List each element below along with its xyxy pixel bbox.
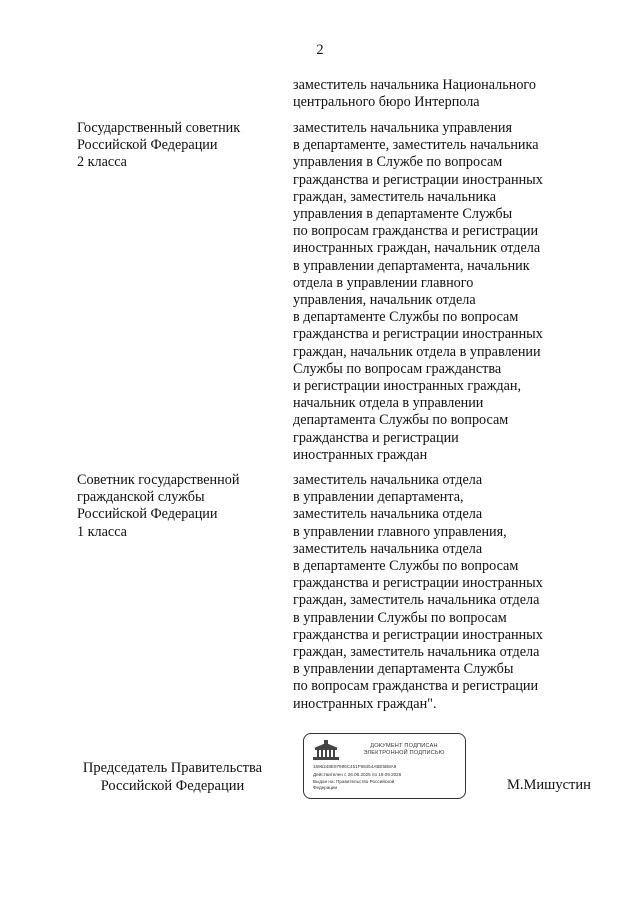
position-line: гражданства и регистрации bbox=[293, 429, 459, 446]
e-signature-stamp bbox=[303, 733, 466, 799]
page-number: 2 bbox=[316, 42, 324, 58]
position-line: иностранных граждан, начальник отдела bbox=[293, 240, 541, 257]
position-line: по вопросам гражданства и регистрации bbox=[293, 678, 539, 695]
position-line: Службы по вопросам гражданства bbox=[293, 360, 502, 377]
position-line: иностранных граждан bbox=[293, 446, 428, 463]
rank-line: 2 класса bbox=[77, 154, 127, 171]
position-line: в департаменте Службы по вопросам bbox=[293, 309, 519, 326]
position-line: в управлении департамента, bbox=[293, 489, 464, 506]
position-line: и регистрации иностранных граждан, bbox=[293, 378, 522, 395]
rank-line: Советник государственной bbox=[77, 472, 240, 488]
signature-title-line: Председатель Правительства bbox=[82, 760, 263, 776]
rank-line: Российской Федерации bbox=[77, 506, 218, 523]
stamp-title-line: ЭЛЕКТРОННОЙ ПОДПИСЬЮ bbox=[363, 749, 445, 756]
signature-title bbox=[70, 759, 275, 795]
position-line: отдела в управлении главного bbox=[293, 274, 474, 291]
rank-line: Государственный советник bbox=[77, 120, 241, 136]
position-line: управления, начальник отдела bbox=[293, 292, 476, 309]
stamp-certificate-line: 1696248E97996C451F98454ABE5B8A9 bbox=[313, 764, 397, 769]
rank-text bbox=[77, 472, 277, 541]
position-line: в управлении департамента, начальник bbox=[293, 257, 530, 274]
position-line: в департаменте, заместитель начальника bbox=[293, 137, 539, 154]
stamp-issuer-line: Выдан на: Правительство Российской bbox=[313, 779, 395, 784]
stamp-title-line: ДОКУМЕНТ ПОДПИСАН bbox=[370, 743, 438, 749]
position-line: в департаменте Службы по вопросам bbox=[293, 558, 519, 575]
position-text bbox=[293, 120, 593, 464]
stamp-issuer-line: Федерации bbox=[313, 785, 338, 790]
position-line: заместитель начальника отдела bbox=[293, 540, 483, 557]
stamp-title bbox=[345, 743, 463, 757]
rank-text bbox=[77, 120, 277, 172]
position-line: в управлении департамента Службы bbox=[293, 661, 514, 678]
position-line: гражданства и регистрации иностранных bbox=[293, 171, 543, 188]
position-line: гражданства и регистрации иностранных bbox=[293, 575, 543, 592]
position-line: управления в Службе по вопросам bbox=[293, 154, 503, 171]
position-line: граждан, начальник отдела в управлении bbox=[293, 343, 541, 360]
signatory-name: М.Мишустин bbox=[507, 777, 591, 793]
position-line: начальник отдела в управлении bbox=[293, 395, 484, 412]
rank-line: Российской Федерации bbox=[77, 137, 218, 154]
position-line: заместитель начальника отдела bbox=[293, 472, 483, 488]
rank-line: гражданской службы bbox=[77, 489, 205, 506]
position-line: граждан, заместитель начальника отдела bbox=[293, 592, 540, 609]
intro-line: центрального бюро Интерпола bbox=[293, 94, 480, 111]
position-text bbox=[293, 472, 593, 713]
position-line: по вопросам гражданства и регистрации bbox=[293, 223, 539, 240]
position-line: гражданства и регистрации иностранных bbox=[293, 626, 543, 643]
position-line: управления в департаменте Службы bbox=[293, 206, 513, 223]
position-line: заместитель начальника управления bbox=[293, 120, 513, 136]
position-line: граждан, заместитель начальника bbox=[293, 188, 497, 205]
intro-line: заместитель начальника Национального bbox=[293, 77, 536, 93]
position-line: заместитель начальника отдела bbox=[293, 506, 483, 523]
position-line: иностранных граждан". bbox=[293, 695, 437, 712]
position-line: граждан, заместитель начальника отдела bbox=[293, 644, 540, 661]
stamp-validity-line: Действителен с 26.08.2025 по 19.09.2026 bbox=[313, 772, 402, 777]
position-line: департамента Службы по вопросам bbox=[293, 412, 509, 429]
rank-line: 1 класса bbox=[77, 523, 127, 540]
position-line: в управлении главного управления, bbox=[293, 523, 507, 540]
government-building-icon bbox=[311, 739, 341, 761]
signature-title-line: Российской Федерации bbox=[100, 778, 245, 794]
position-line: гражданства и регистрации иностранных bbox=[293, 326, 543, 343]
position-line: в управлении Службы по вопросам bbox=[293, 609, 507, 626]
